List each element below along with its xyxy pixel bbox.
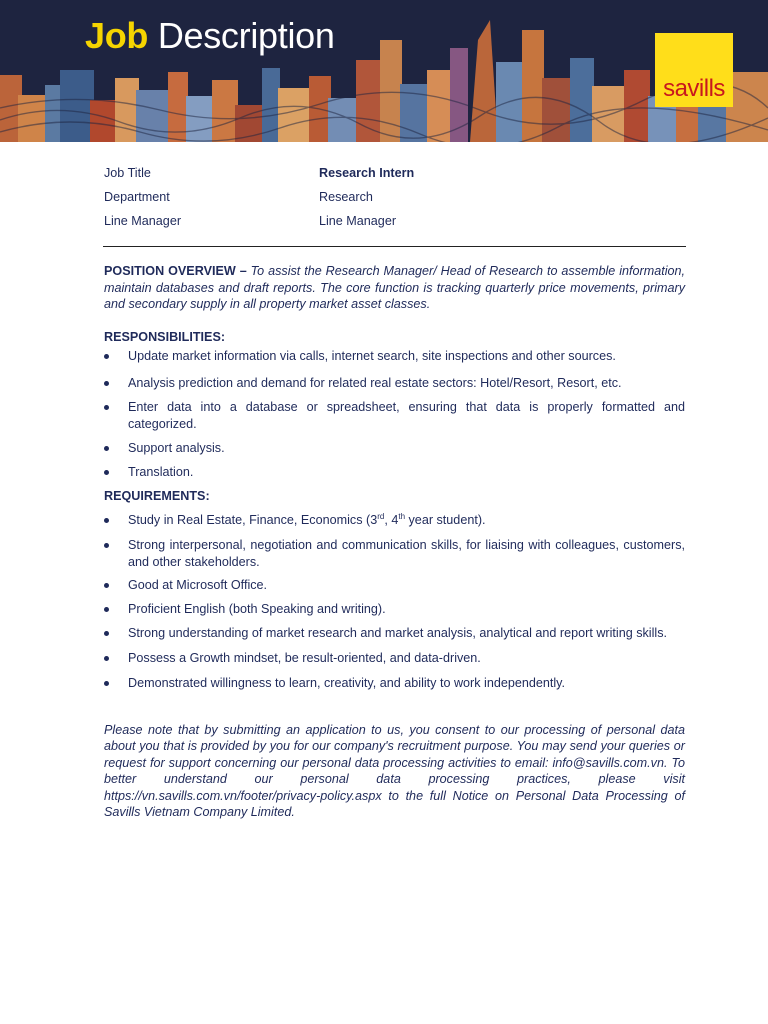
bullet-icon [104, 583, 109, 588]
department-label: Department [104, 190, 170, 204]
privacy-notice: Please note that by submitting an application to us, you consent to our processing of personal data about you that is provided by you for our company's recruitment purpose. You may send your queries or request for support concerning our personal data processing activities to email: info@savills.com.vn. To better understand our personal data processing practices, please visit https://vn.savills.com.vn/footer/privacy-policy.aspx to the full Notice on Personal Data Processing of Savills Vietnam Company Limited. [104, 723, 685, 820]
requirements-heading: REQUIREMENTS: [104, 489, 210, 503]
line-manager-label: Line Manager [104, 214, 182, 228]
title-description: Description [157, 15, 335, 56]
list-item-text: Support analysis. [128, 441, 225, 455]
savills-logo [655, 33, 733, 107]
list-item-text: Enter data into a database or spreadsheet, ensuring that data is properly formatted and categorized. [128, 400, 685, 431]
header-banner [0, 0, 768, 142]
study-text: year student). [405, 513, 486, 527]
list-item-text: Strong understanding of market research and market analysis, analytical and report writing skills. [128, 626, 667, 640]
overview-label: POSITION OVERVIEW – [104, 264, 247, 278]
list-item-text: Good at Microsoft Office. [128, 578, 268, 592]
bullet-icon [104, 381, 109, 386]
document-title [85, 14, 335, 58]
job-title-value: Research Intern [319, 166, 415, 180]
bullet-icon [104, 607, 109, 612]
bullet-icon [104, 405, 109, 410]
department-row [104, 188, 686, 206]
job-title-row [104, 164, 686, 182]
bullet-icon [104, 656, 109, 661]
line-manager-row [104, 212, 686, 230]
list-item-text: Strong interpersonal, negotiation and communication skills, for liaising with colleagues, customers, and other stakeholders. [128, 538, 685, 569]
bullet-icon [104, 543, 109, 548]
responsibilities-heading: RESPONSIBILITIES: [104, 330, 226, 344]
line-manager-value: Line Manager [319, 214, 397, 228]
list-item-text [128, 512, 690, 529]
department-value: Research [319, 190, 373, 204]
title-job: Job [85, 15, 149, 56]
list-item-text: Analysis prediction and demand for related real estate sectors: Hotel/Resort, Resort, etc. [128, 376, 622, 390]
bullet-icon [104, 354, 109, 359]
job-title-label: Job Title [104, 166, 151, 180]
overview-text: To assist the Research Manager/ Head of Research to assemble information, maintain databases and draft reports. The core function is tracking quarterly price movements, primary and secondary supply in all property market asset classes. [104, 264, 686, 311]
position-overview [104, 263, 685, 313]
bullet-icon [104, 518, 109, 523]
list-item-text: Proficient English (both Speaking and writing). [128, 602, 386, 616]
ordinal-suffix: rd [377, 511, 385, 521]
list-item-text: Translation. [128, 465, 194, 479]
list-item-text: Possess a Growth mindset, be result-oriented, and data-driven. [128, 651, 481, 665]
study-text: Study in Real Estate, Finance, Economics (3 [128, 513, 378, 527]
bullet-icon [104, 681, 109, 686]
study-text: , 4 [384, 513, 399, 527]
list-item-text: Update market information via calls, internet search, site inspections and other sources. [128, 349, 616, 363]
ordinal-suffix: th [398, 511, 406, 521]
logo-text: savills [663, 75, 725, 102]
bullet-icon [104, 631, 109, 636]
divider [103, 246, 686, 247]
bullet-icon [104, 446, 109, 451]
bullet-icon [104, 470, 109, 475]
list-item-text: Demonstrated willingness to learn, creativity, and ability to work independently. [128, 676, 566, 690]
